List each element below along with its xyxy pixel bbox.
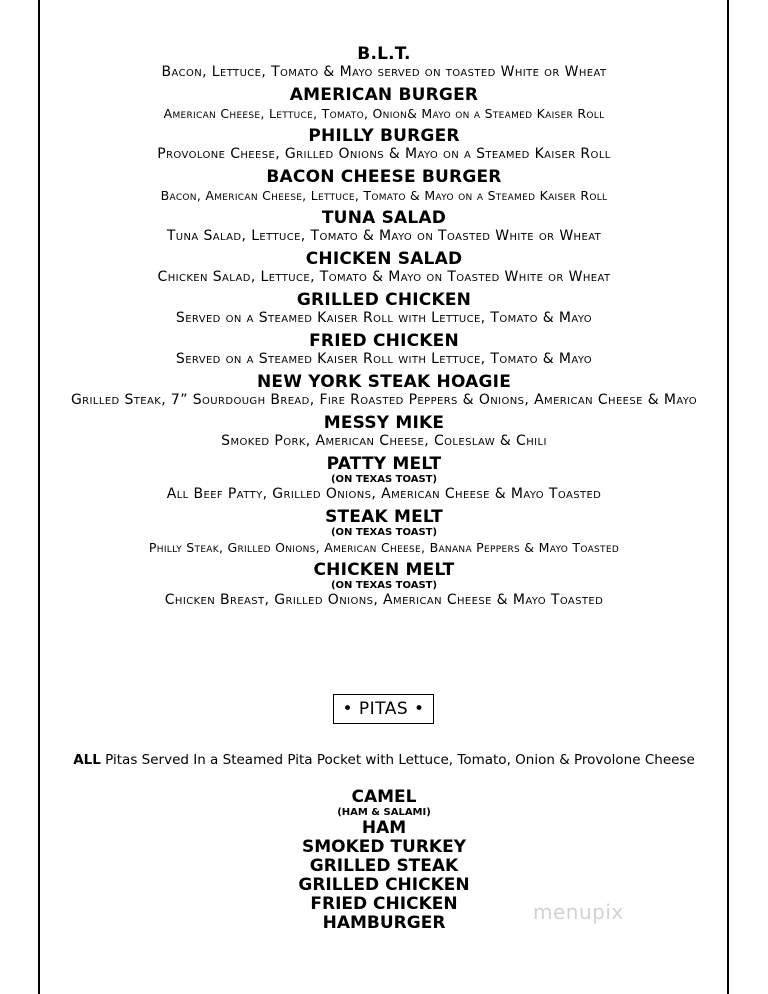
menu-item	[42, 126, 726, 163]
item-description: All Beef Patty, Grilled Onions, American Cheese & Mayo Toasted	[166, 486, 602, 502]
pitas-note-lead: ALL	[73, 752, 101, 768]
item-description: Chicken Breast, Grilled Onions, American Cheese & Mayo Toasted	[164, 592, 604, 608]
page-border-right	[727, 0, 729, 994]
pitas-note-text: Pitas Served In a Steamed Pita Pocket with Lettuce, Tomato, Onion & Provolone Cheese	[100, 752, 695, 768]
sandwich-list	[42, 44, 726, 613]
menu-item	[42, 44, 726, 81]
page-border-left	[38, 0, 40, 994]
pita-item: SMOKED TURKEY	[301, 837, 466, 857]
pita-item: HAM	[361, 818, 407, 838]
menu-item	[42, 507, 726, 556]
item-description: Bacon, Lettuce, Tomato & Mayo served on toasted White or Wheat	[161, 64, 607, 80]
item-description: Philly Steak, Grilled Onions, American Cheese, Banana Peppers & Mayo Toasted	[148, 540, 620, 555]
pita-item: GRILLED CHICKEN	[298, 875, 470, 895]
menu-item	[42, 167, 726, 204]
menu-item	[42, 454, 726, 503]
item-name: CHICKEN SALAD	[305, 249, 463, 269]
menu-item	[42, 249, 726, 286]
item-name: STEAK MELT	[325, 507, 443, 527]
item-description: Grilled Steak, 7” Sourdough Bread, Fire Roasted Peppers & Onions, American Cheese & Mayo	[70, 392, 698, 408]
item-name: BACON CHEESE BURGER	[266, 167, 502, 187]
menu-item	[42, 85, 726, 122]
item-name: FRIED CHICKEN	[309, 331, 459, 351]
pita-item-note: (HAM & SALAMI)	[337, 807, 431, 818]
item-description: Smoked Pork, American Cheese, Coleslaw & Chili	[221, 433, 547, 449]
item-name: PHILLY BURGER	[308, 126, 460, 146]
item-name: NEW YORK STEAK HOAGIE	[256, 372, 512, 392]
pita-item: FRIED CHICKEN	[310, 894, 458, 914]
pitas-heading: • PITAS •	[333, 694, 434, 724]
item-description: American Cheese, Lettuce, Tomato, Onion& Mayo on a Steamed Kaiser Roll	[163, 106, 605, 121]
item-description: Bacon, American Cheese, Lettuce, Tomato & Mayo on a Steamed Kaiser Roll	[160, 188, 608, 203]
menu-item	[42, 372, 726, 409]
menu-item	[42, 290, 726, 327]
pita-item: HAMBURGER	[322, 913, 446, 933]
pita-item: GRILLED STEAK	[309, 856, 459, 876]
item-description: Served on a Steamed Kaiser Roll with Lettuce, Tomato & Mayo	[175, 310, 593, 326]
item-name: CHICKEN MELT	[313, 560, 455, 580]
item-note: (ON TEXAS TOAST)	[330, 527, 438, 538]
pita-item: CAMEL	[351, 787, 417, 807]
menu-item	[42, 413, 726, 450]
menu-item	[42, 331, 726, 368]
watermark: menupix	[533, 900, 624, 924]
pitas-note	[42, 752, 726, 769]
item-description: Served on a Steamed Kaiser Roll with Lettuce, Tomato & Mayo	[175, 351, 593, 367]
item-description: Tuna Salad, Lettuce, Tomato & Mayo on Toasted White or Wheat	[166, 228, 602, 244]
item-name: PATTY MELT	[326, 454, 442, 474]
item-name: GRILLED CHICKEN	[296, 290, 472, 310]
menu-item	[42, 560, 726, 609]
item-description: Provolone Cheese, Grilled Onions & Mayo on a Steamed Kaiser Roll	[157, 146, 611, 162]
item-name: TUNA SALAD	[321, 208, 447, 228]
item-description: Chicken Salad, Lettuce, Tomato & Mayo on Toasted White or Wheat	[157, 269, 611, 285]
item-name: AMERICAN BURGER	[289, 85, 479, 105]
item-name: B.L.T.	[357, 44, 411, 64]
menu-item	[42, 208, 726, 245]
item-name: MESSY MIKE	[323, 413, 445, 433]
item-note: (ON TEXAS TOAST)	[330, 580, 438, 591]
item-note: (ON TEXAS TOAST)	[330, 474, 438, 485]
